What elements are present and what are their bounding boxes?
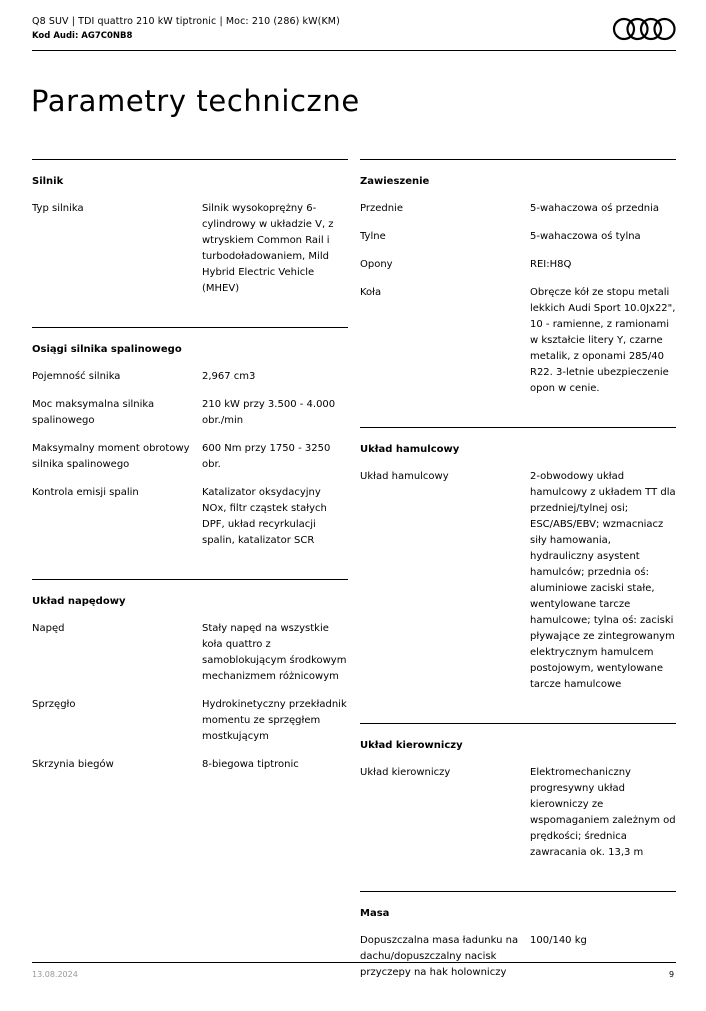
audi-rings-logo-icon: [612, 16, 676, 42]
section-osiagi-silnika-spalinowego: [32, 327, 348, 579]
section-uklad-hamulcowy: [360, 427, 676, 723]
spec-row: [360, 933, 676, 981]
spec-value: Hydrokinetyczny przekładnik momentu ze sprzęgłem mostkującym: [202, 699, 347, 742]
spec-label: Układ kierowniczy: [360, 767, 451, 778]
header-divider: [32, 50, 676, 51]
spec-row: [32, 369, 348, 385]
spec-row: [360, 469, 676, 693]
spec-label: Moc maksymalna silnika spalinowego: [32, 399, 155, 426]
footer-date: 13.08.2024: [32, 970, 78, 979]
spec-label: Opony: [360, 259, 393, 270]
section-uklad-napedowy: [32, 579, 348, 803]
spec-value: 8-biegowa tiptronic: [202, 759, 299, 770]
spec-label: Układ hamulcowy: [360, 471, 449, 482]
header-code-line: Kod Audi: AG7C0NB8: [32, 31, 133, 41]
spec-value: 600 Nm przy 1750 - 3250 obr.: [202, 443, 331, 470]
spec-value: 5-wahaczowa oś tylna: [530, 231, 641, 242]
page-title: Parametry techniczne: [31, 84, 360, 118]
section-heading: Osiągi silnika spalinowego: [32, 344, 182, 355]
spec-value: Stały napęd na wszystkie koła quattro z samoblokującym środkowym mechanizmem różnicowym: [202, 623, 347, 682]
spec-label: Tylne: [360, 231, 386, 242]
spec-label: Skrzynia biegów: [32, 759, 114, 770]
section-heading: Układ hamulcowy: [360, 444, 460, 455]
section-heading: Silnik: [32, 176, 64, 187]
section-uklad-kierowniczy: [360, 723, 676, 891]
spec-label: Maksymalny moment obrotowy silnika spalinowego: [32, 443, 190, 470]
spec-value: 5-wahaczowa oś przednia: [530, 203, 660, 214]
spec-label: Koła: [360, 287, 382, 298]
section-heading: Układ napędowy: [32, 596, 126, 607]
spec-label: Przednie: [360, 203, 403, 214]
spec-label: Sprzęgło: [32, 699, 76, 710]
spec-value: 100/140 kg: [530, 935, 587, 946]
spec-row: [360, 765, 676, 861]
spec-value: REI:H8Q: [530, 259, 572, 270]
spec-row: [32, 201, 348, 297]
spec-label: Dopuszczalna masa ładunku na dachu/dopuszczalny nacisk przyczepy na hak holowniczy: [360, 935, 519, 978]
spec-row: [360, 201, 676, 217]
section-heading: Masa: [360, 908, 390, 919]
section-masa: [360, 891, 676, 1011]
spec-row: [32, 621, 348, 685]
spec-label: Napęd: [32, 623, 65, 634]
spec-value: Silnik wysokoprężny 6-cylindrowy w układzie V, z wtryskiem Common Rail i turbodoładowaniem, Mild Hybrid Electric Vehicle (MHEV): [202, 203, 334, 294]
footer-divider: [32, 962, 676, 963]
spec-row: [360, 285, 676, 397]
spec-row: [360, 257, 676, 273]
spec-label: Pojemność silnika: [32, 371, 121, 382]
spec-value: Elektromechaniczny progresywny układ kierowniczy ze wspomaganiem zależnym od prędkości; średnica zawracania ok. 13,3 m: [530, 767, 676, 858]
spec-label: Typ silnika: [32, 203, 84, 214]
spec-row: [32, 397, 348, 429]
spec-value: 2-obwodowy układ hamulcowy z układem TT dla przedniej/tylnej osi; ESC/ABS/EBV; wzmacniacz siły hamowania, hydrauliczny asystent hamulców; przednia oś: aluminiowe zaciski stałe, wentylowane tarcze hamulcowe; tylna oś: zaciski pływające ze zintegrowanym elektrycznym hamulcem postojowym, wentylowane tarcze hamulcowe: [530, 471, 676, 690]
section-heading: Układ kierowniczy: [360, 740, 463, 751]
spec-row: [32, 757, 348, 773]
spec-value: 2,967 cm3: [202, 371, 256, 382]
section-silnik: [32, 159, 348, 327]
spec-value: Katalizator oksydacyjny NOx, filtr cząstek stałych DPF, układ recyrkulacji spalin, katalizator SCR: [202, 487, 327, 546]
section-zawieszenie: [360, 159, 676, 427]
right-column: [360, 159, 676, 1011]
page-number: 9: [669, 970, 675, 979]
spec-row: [32, 441, 348, 473]
spec-label: Kontrola emisji spalin: [32, 487, 139, 498]
spec-row: [32, 485, 348, 549]
section-heading: Zawieszenie: [360, 176, 430, 187]
spec-row: [32, 697, 348, 745]
spec-value: Obręcze kół ze stopu metali lekkich Audi Sport 10.0Jx22", 10 - ramienne, z ramionami w kształcie litery Y, czarne metalik, z oponami 285/40 R22. 3-letnie ubezpieczenie opon w cenie.: [530, 287, 676, 394]
spec-row: [360, 229, 676, 245]
left-column: [32, 159, 348, 803]
spec-value: 210 kW przy 3.500 - 4.000 obr./min: [202, 399, 336, 426]
header-model-line: Q8 SUV | TDI quattro 210 kW tiptronic | Moc: 210 (286) kW(KM): [32, 16, 340, 27]
